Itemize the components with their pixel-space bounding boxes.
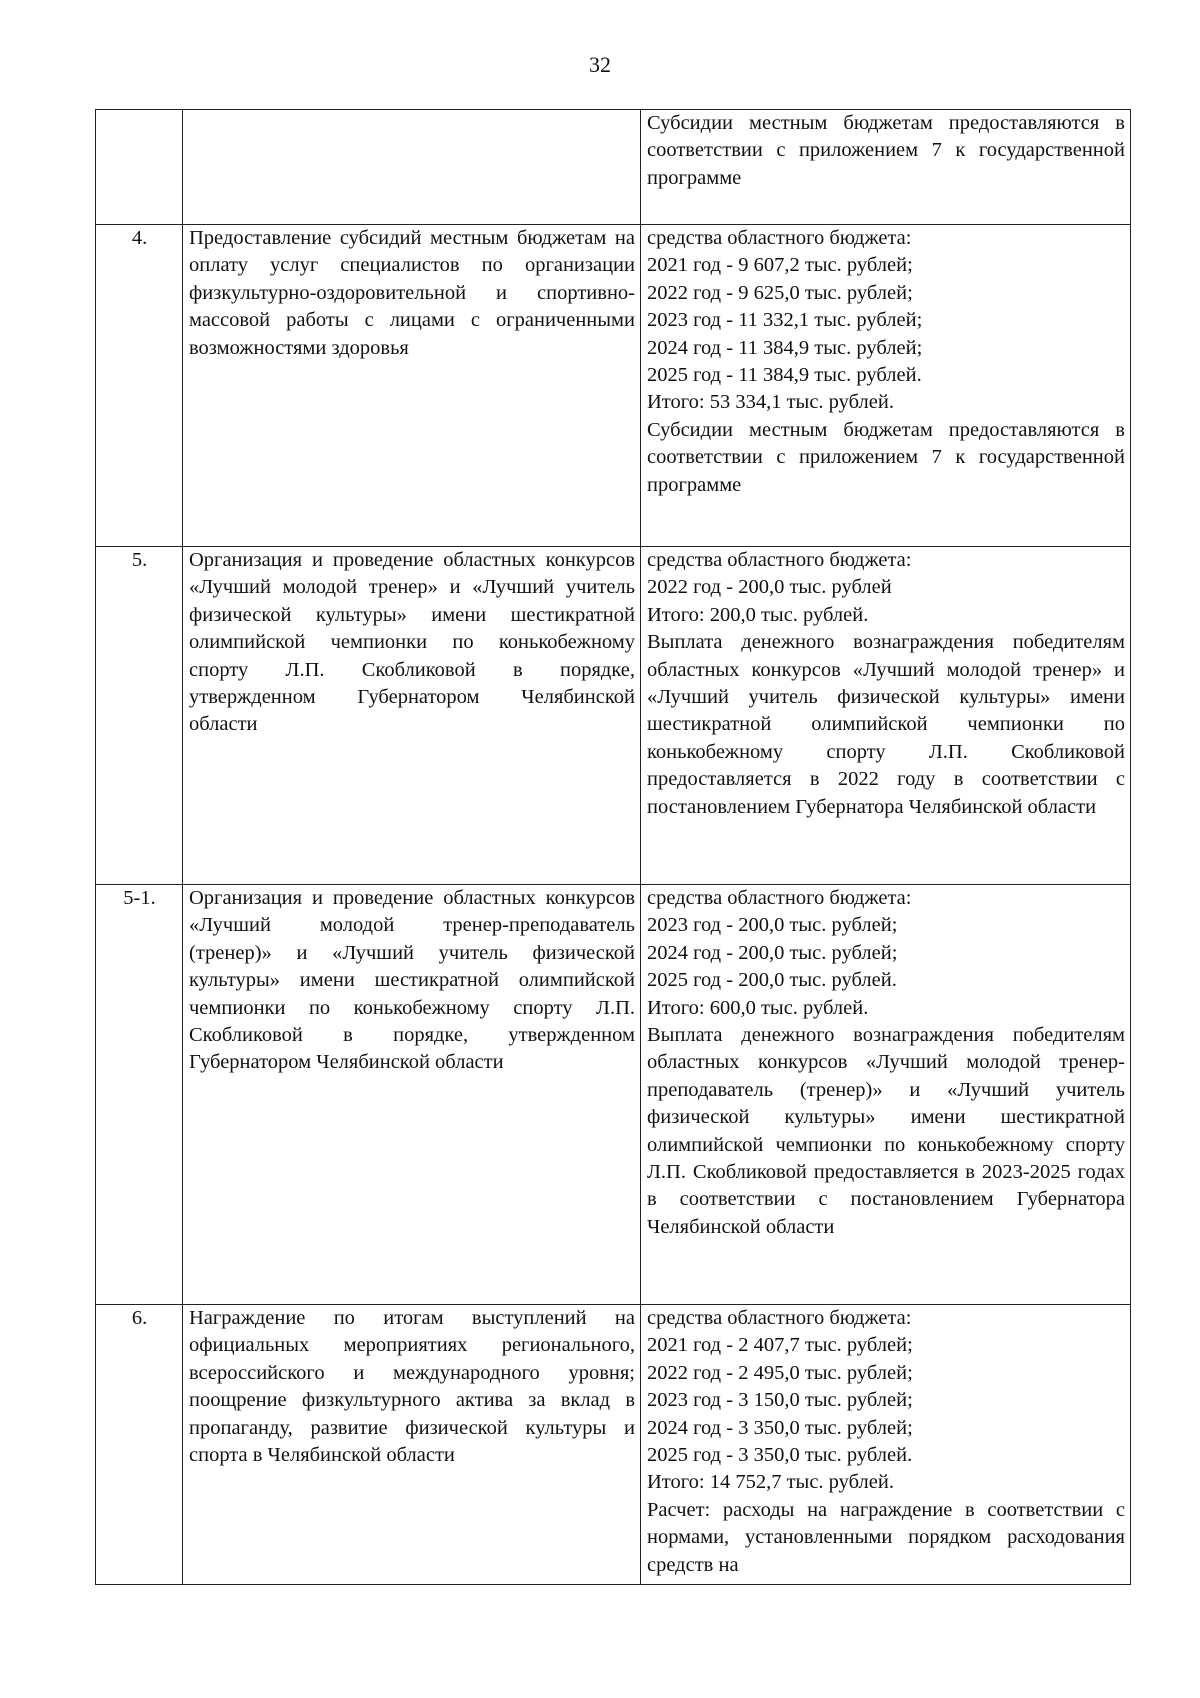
funding-line: 2025 год - 11 384,9 тыс. рублей. (647, 364, 922, 387)
row-number: 5-1. (96, 885, 183, 1305)
row-number: 5. (96, 547, 183, 885)
row-number: 4. (96, 225, 183, 547)
funding-line: 2022 год - 2 495,0 тыс. рублей; (647, 1361, 913, 1384)
funding-line: средства областного бюджета: (647, 227, 912, 249)
funding-total: Итого: 14 752,7 тыс. рублей. (647, 1471, 894, 1494)
table-row (96, 547, 1131, 885)
funding-cell (641, 885, 1131, 1305)
funding-line: 2024 год - 3 350,0 тыс. рублей; (647, 1416, 913, 1439)
event-name: Организация и проведение областных конкурсов «Лучший молодой тренер-преподаватель (тренер)» и «Лучший учитель физической культуры» имени шестикратной олимпийской чемпионки по конькобежному спорту Л.П. Скобликовой в порядке, утвержденном Губернатором Челябинской области (183, 885, 641, 1305)
funding-line: 2025 год - 200,0 тыс. рублей. (647, 969, 897, 992)
table-row (96, 1305, 1131, 1585)
funding-line: 2023 год - 11 332,1 тыс. рублей; (647, 309, 923, 332)
funding-cell (641, 110, 1131, 225)
funding-line: 2025 год - 3 350,0 тыс. рублей. (647, 1444, 913, 1467)
funding-note: Расчет: расходы на награждение в соответствии с нормами, установленными порядком расходования средств на (647, 1498, 1125, 1576)
funding-line: средства областного бюджета: (647, 887, 912, 909)
funding-line: 2023 год - 200,0 тыс. рублей; (647, 914, 898, 937)
funding-cell (641, 225, 1131, 547)
funding-line: средства областного бюджета: (647, 549, 912, 571)
event-name: Предоставление субсидий местным бюджетам на оплату услуг специалистов по организации физкультурно-оздоровительной и спортивно-массовой работы с лицами с ограниченными возможностями здоровья (183, 225, 641, 547)
event-name: Награждение по итогам выступлений на официальных мероприятиях регионального, всероссийского и международного уровня; поощрение физкультурного актива за вклад в пропаганду, развитие физической культуры и спорта в Челябинской области (183, 1305, 641, 1585)
row-number (96, 110, 183, 225)
funding-line: 2024 год - 11 384,9 тыс. рублей; (647, 336, 923, 359)
funding-note: Субсидии местным бюджетам предоставляются в соответствии с приложением 7 к государственной программе (647, 112, 1125, 189)
funding-line: 2021 год - 9 607,2 тыс. рублей; (647, 254, 913, 277)
page-number: 32 (589, 52, 611, 77)
funding-total: Итого: 53 334,1 тыс. рублей. (647, 391, 894, 414)
funding-cell (641, 1305, 1131, 1585)
table-row (96, 225, 1131, 547)
funding-note: Субсидии местным бюджетам предоставляются в соответствии с приложением 7 к государственной программе (647, 418, 1125, 496)
funding-line: 2024 год - 200,0 тыс. рублей; (647, 941, 898, 964)
funding-total: Итого: 200,0 тыс. рублей. (647, 603, 869, 626)
event-name (183, 110, 641, 225)
row-number: 6. (96, 1305, 183, 1585)
table-row (96, 885, 1131, 1305)
funding-line: 2023 год - 3 150,0 тыс. рублей; (647, 1389, 913, 1412)
funding-line: 2022 год - 9 625,0 тыс. рублей; (647, 281, 913, 304)
program-table (95, 109, 1131, 1585)
funding-line: средства областного бюджета: (647, 1307, 912, 1329)
funding-note: Выплата денежного вознаграждения победителям областных конкурсов «Лучший молодой тренер» и «Лучший учитель физической культуры» имени шестикратной олимпийской чемпионки по конькобежному спорту Л.П. Скобликовой предоставляется в 2022 году в соответствии с постановлением Губернатора Челябинской области (647, 631, 1125, 818)
funding-line: 2022 год - 200,0 тыс. рублей (647, 576, 892, 599)
funding-cell (641, 547, 1131, 885)
funding-line: 2021 год - 2 407,7 тыс. рублей; (647, 1334, 913, 1357)
table-row (96, 110, 1131, 225)
funding-note: Выплата денежного вознаграждения победителям областных конкурсов «Лучший молодой тренер-преподаватель (тренер)» и «Лучший учитель физической культуры» имени шестикратной олимпийской чемпионки по конькобежному спорту Л.П. Скобликовой предоставляется в 2023-2025 годах в соответствии с постановлением Губернатора Челябинской области (647, 1024, 1125, 1238)
funding-total: Итого: 600,0 тыс. рублей. (647, 996, 869, 1019)
event-name: Организация и проведение областных конкурсов «Лучший молодой тренер» и «Лучший учитель физической культуры» имени шестикратной олимпийской чемпионки по конькобежному спорту Л.П. Скобликовой в порядке, утвержденном Губернатором Челябинской области (183, 547, 641, 885)
